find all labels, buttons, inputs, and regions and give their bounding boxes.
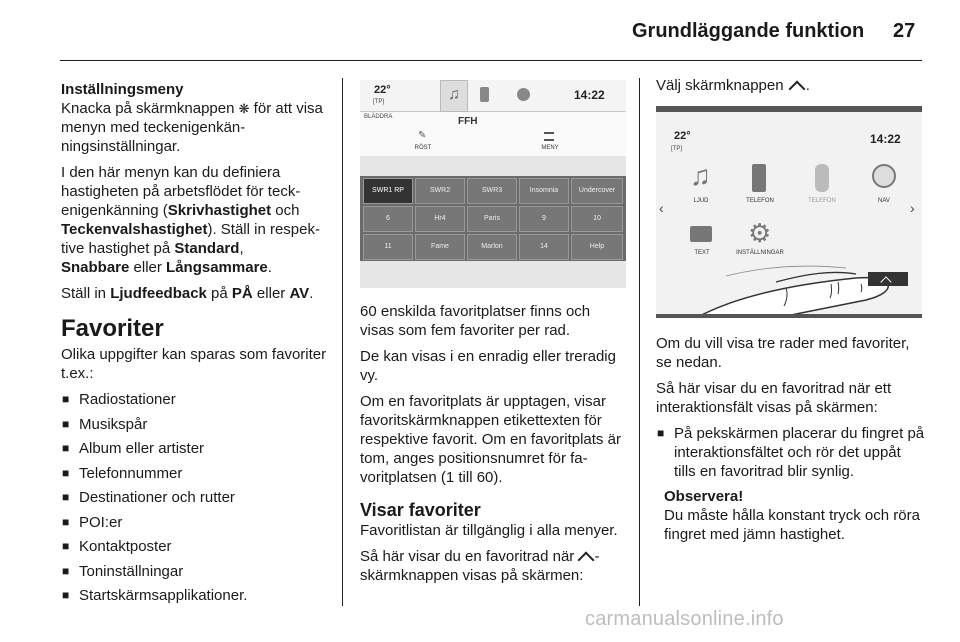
text: ). Ställ in respektive hastighet på: [61, 221, 320, 257]
gear-icon: ❋: [238, 101, 250, 116]
temperature: 22°: [374, 84, 391, 96]
chevron-up-icon: [788, 81, 805, 98]
note-text: Du måste hålla konstant tryck och röra fingret med jämn hastighet.: [664, 507, 920, 543]
text: -skärmknappen visas på skärmen:: [360, 548, 600, 584]
status-bar: [360, 80, 626, 112]
paragraph: [360, 547, 626, 585]
page-number: 27: [893, 20, 916, 42]
favorite-slot[interactable]: Paris: [467, 206, 517, 232]
text: för att visa menyn med teckenigenkänningsinställningar.: [61, 100, 323, 155]
tp-indicator: [TP]: [671, 146, 683, 152]
screen-bezel-bottom: [656, 314, 922, 318]
option-faster: Snabbare: [61, 259, 130, 276]
page-left-arrow[interactable]: ‹: [659, 200, 664, 216]
text: ,: [239, 240, 244, 257]
menu-icon: [544, 132, 554, 141]
list-item: ■ Toninställningar: [61, 562, 331, 581]
list-item: ■ Kontaktposter: [61, 537, 331, 556]
list-item: ■ Telefonnummer: [61, 464, 331, 483]
globe-icon: [517, 88, 530, 101]
settings-paragraph-3: [61, 284, 331, 303]
text: Välj skärmknappen: [656, 77, 788, 94]
option-on: PÅ: [231, 285, 253, 302]
text: I den här menyn kan du definiera hastigheten på arbetsflödet för teckenigenkänning (: [61, 164, 301, 219]
music-note-icon: ♫: [448, 86, 460, 103]
list-item: ■ Musikspår: [61, 415, 331, 434]
finger-hand-illustration: [656, 106, 922, 318]
favorite-slot[interactable]: Undercover: [571, 178, 623, 204]
column-divider-2: [639, 78, 640, 606]
favorites-list: [61, 390, 331, 605]
favorite-slot[interactable]: 9: [519, 206, 569, 232]
text: .: [267, 259, 272, 276]
column-divider-1: [342, 78, 343, 606]
favorite-slot[interactable]: Help: [571, 234, 623, 260]
list-item: ■ På pekskärmen placerar du fingret på interaktionsfältet och rör det uppåt tills en favoritrad blir synlig.: [656, 424, 926, 481]
option-writing-speed: Skrivhastighet: [167, 202, 272, 219]
favorites-intro: Olika uppgifter kan sparas som favoriter t.ex.:: [61, 346, 327, 382]
settings-paragraph-1: [61, 99, 331, 156]
text: på: [206, 285, 232, 302]
column-1: [61, 80, 331, 611]
option-slower: Långsammare: [166, 259, 268, 276]
favorite-slot[interactable]: SWR3: [467, 178, 517, 204]
note-box: [656, 487, 926, 544]
favorite-slot[interactable]: 6: [363, 206, 413, 232]
note-title: Observera!: [664, 488, 744, 505]
favorites-heading: Favoriter: [61, 315, 164, 342]
favorite-slot[interactable]: Marlon: [467, 234, 517, 260]
favorite-slot[interactable]: 14: [519, 234, 569, 260]
paragraph: [656, 76, 922, 95]
page-title: Grundläggande funktion: [632, 20, 865, 42]
list-item: ■ Startskärmsapplikationer.: [61, 586, 331, 605]
option-standard: Standard: [174, 240, 240, 257]
temperature: 22°: [674, 130, 691, 142]
favorite-slot[interactable]: Hr4: [415, 206, 465, 232]
paragraph: Om du vill visa tre rader med favoriter, se nedan.: [656, 335, 910, 371]
favorite-slot[interactable]: 10: [571, 206, 623, 232]
favorite-slot[interactable]: SWR1 RP: [363, 178, 413, 204]
tp-indicator: [TP]: [373, 99, 385, 105]
menu-label: MENY: [541, 145, 559, 151]
header-rule: [60, 60, 922, 61]
music-note-icon: ♫: [690, 160, 711, 191]
text: Så här visar du en favoritrad när: [360, 548, 579, 565]
app-label: LJUD: [693, 198, 709, 204]
option-off: AV: [289, 285, 310, 302]
app-label: TELEFON: [808, 198, 836, 204]
voice-label: RÖST: [414, 145, 432, 151]
chevron-up-icon: [578, 552, 595, 569]
paragraph: 60 enskilda favoritplatser finns och visas som fem favoriter per rad.: [360, 303, 591, 339]
settings-paragraph-2: [61, 163, 331, 277]
clock: 14:22: [574, 88, 605, 102]
text: Knacka på skärmknappen: [61, 100, 239, 117]
browse-label: BLÄDDRA: [364, 114, 393, 120]
voice-icon: ✎: [418, 130, 427, 141]
station-bar: [360, 112, 626, 156]
text: .: [805, 77, 810, 94]
show-favorites-heading: Visar favoriter: [360, 500, 481, 520]
watermark: carmanualsonline.info: [585, 608, 784, 630]
gear-icon: ⚙: [748, 218, 772, 248]
app-label: TELEFON: [746, 198, 774, 204]
list-item: ■ POI:er: [61, 513, 331, 532]
station-name: FFH: [458, 116, 478, 127]
list-item: ■ Destinationer och rutter: [61, 488, 331, 507]
option-char-select-speed: Teckenvalshastighet: [61, 221, 208, 238]
list-item: ■ Album eller artister: [61, 439, 331, 458]
paragraph: Om en favoritplats är upptagen, visar favoritskärmknappen etikettexten för respektive favorit. Om en favoritplats är tom, anges positionsnumret för favoritplatsen (1 till 60).: [360, 393, 621, 486]
text: Ställ in: [61, 285, 111, 302]
favorite-slot[interactable]: 11: [363, 234, 413, 260]
settings-heading: Inställningsmeny: [61, 81, 184, 98]
favorite-slot[interactable]: SWR2: [415, 178, 465, 204]
paragraph: De kan visas i en enradig eller treradig vy.: [360, 348, 616, 384]
text: eller: [129, 259, 167, 276]
app-label: INSTÄLLNINGAR: [736, 250, 784, 256]
paragraph: Så här visar du en favoritrad när ett interaktionsfält visas på skärmen:: [656, 380, 892, 416]
column-2: [360, 302, 626, 592]
audio-tab: [440, 80, 468, 112]
paragraph: Favoritlistan är tillgänglig i alla menyer.: [360, 522, 618, 539]
column-3: [656, 76, 922, 102]
page-right-arrow[interactable]: ›: [910, 200, 915, 216]
text: och: [271, 202, 300, 219]
app-label: NAV: [878, 198, 890, 204]
list-item: ■ Radiostationer: [61, 390, 331, 409]
text: eller: [252, 285, 290, 302]
instruction-list: [656, 424, 926, 481]
favorite-slot[interactable]: Insomnia: [519, 178, 569, 204]
phone-icon: [480, 87, 489, 102]
page-header: [0, 0, 960, 62]
text: .: [309, 285, 314, 302]
app-label: TEXT: [694, 250, 710, 256]
radio-favorites-screenshot: [360, 80, 626, 288]
home-screen-screenshot: [656, 106, 922, 318]
clock: 14:22: [870, 132, 901, 146]
option-sound-feedback: Ljudfeedback: [110, 285, 207, 302]
column-3-lower: [656, 334, 926, 544]
favorite-slot[interactable]: Fame: [415, 234, 465, 260]
